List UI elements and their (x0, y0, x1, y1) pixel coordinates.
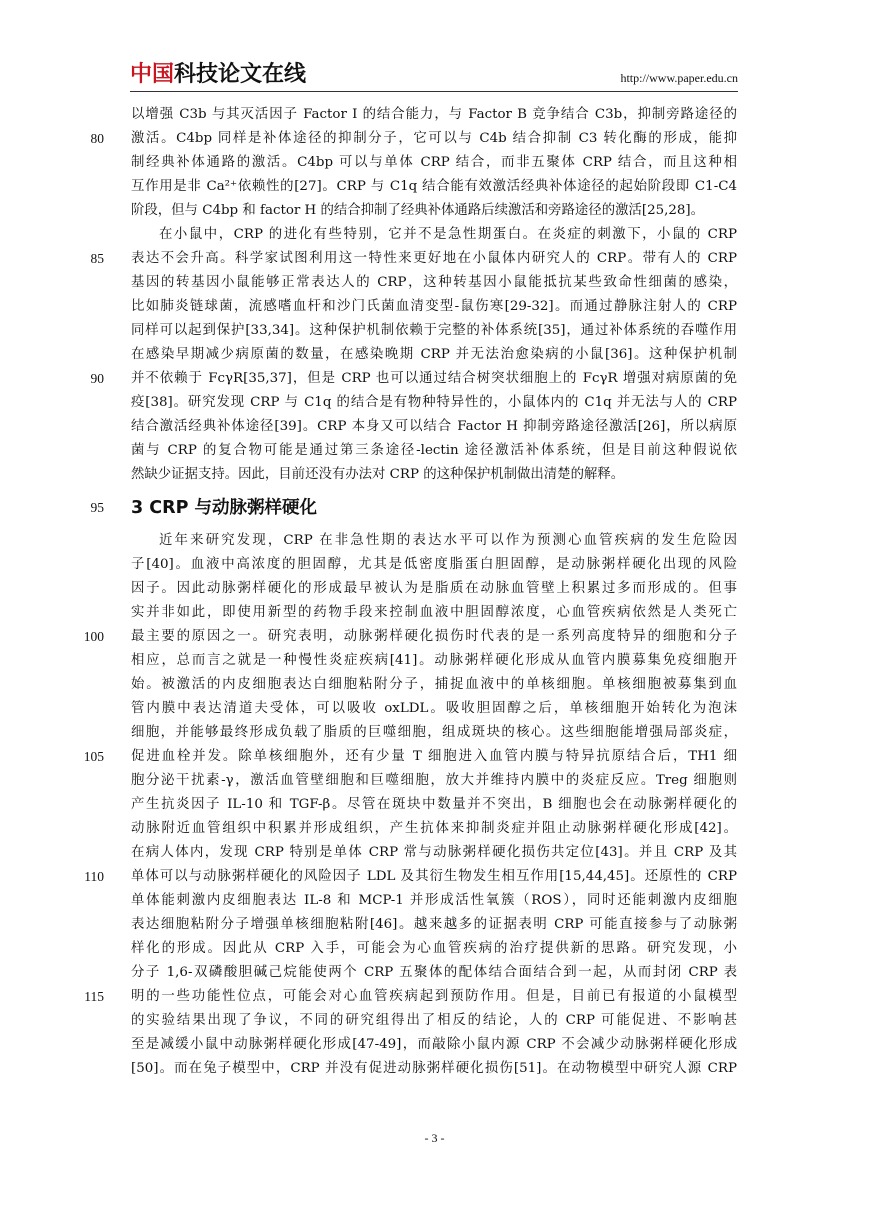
text-line (0, 247, 869, 271)
text-line (0, 199, 869, 223)
text-line (0, 463, 869, 487)
text-line (0, 1033, 869, 1057)
text-line (0, 601, 869, 625)
line-text: 分子 1,6-双磷酸胆碱己烷能使两个 CRP 五聚体的配体结合面结合到一起，从而封闭 CRP 表 (131, 965, 737, 980)
line-text: 最主要的原因之一。研究表明，动脉粥样硬化损伤时代表的是一系列高度特异的细胞和分子 (131, 629, 737, 644)
line-text: 同样可以起到保护[33,34]。这种保护机制依赖于完整的补体系统[35]，通过补体系统的吞噬作用 (131, 323, 737, 338)
text-line (0, 175, 869, 199)
line-text: 促进血栓并发。除单核细胞外，还有少量 T 细胞进入血管内膜与特异抗原结合后，TH1 细 (131, 749, 737, 764)
text-line (0, 553, 869, 577)
text-line (0, 391, 869, 415)
header-url[interactable]: http://www.paper.edu.cn (620, 71, 738, 85)
line-text: 比如肺炎链球菌，流感嗜血杆和沙门氏菌血清变型-鼠伤寒[29-32]。而通过静脉注射人的 CRP (131, 299, 737, 314)
text-line (0, 745, 869, 769)
text-line (0, 937, 869, 961)
line-text: 近年来研究发现，CRP 在非急性期的表达水平可以作为预测心血管疾病的发生危险因 (159, 533, 737, 548)
text-line (0, 415, 869, 439)
text-line (0, 697, 869, 721)
line-number: 80 (90, 131, 104, 146)
line-text: 菌与 CRP 的复合物可能是通过第三条途径-lectin 途径激活补体系统，但是目前这种假说依 (131, 443, 737, 458)
line-text: 表达不会升高。科学家试图利用这一特性来更好地在小鼠体内研究人的 CRP。带有人的 CRP (131, 251, 737, 266)
line-text: 制经典补体通路的激活。C4bp 可以与单体 CRP 结合，而非五聚体 CRP 结合，而且这种相 (131, 155, 737, 170)
text-line (0, 529, 869, 553)
line-text: 结合激活经典补体途径[39]。CRP 本身又可以结合 Factor H 抑制旁路途径激活[26]，所以病原 (131, 419, 737, 434)
text-line (0, 841, 869, 865)
line-text: 单体能刺激内皮细胞表达 IL-8 和 MCP-1 并形成活性氧簇（ROS），同时还能刺激内皮细胞 (131, 893, 737, 908)
text-line (0, 913, 869, 937)
line-number: 105 (83, 749, 104, 764)
text-line (0, 769, 869, 793)
line-text: 胞分泌干扰素-γ，激活血管壁细胞和巨噬细胞，放大并维持内膜中的炎症反应。Treg 细胞则 (131, 773, 737, 788)
line-number: 115 (84, 989, 104, 1004)
text-line (0, 625, 869, 649)
text-line (0, 577, 869, 601)
line-text: 始。被激活的内皮细胞表达白细胞粘附分子，捕捉血液中的单核细胞。单核细胞被募集到血 (131, 677, 737, 692)
text-line (0, 985, 869, 1009)
article-body (0, 103, 869, 1081)
line-text: 管内膜中表达清道夫受体，可以吸收 oxLDL。吸收胆固醇之后，单核细胞开始转化为泡沫 (131, 701, 737, 716)
line-text: 互作用是非 Ca²⁺依赖性的[27]。CRP 与 C1q 结合能有效激活经典补体途径的起始阶段即 C1-C4 (131, 179, 737, 194)
text-line (0, 721, 869, 745)
text-line (0, 673, 869, 697)
line-text: 在感染早期减少病原菌的数量，在感染晚期 CRP 并无法治愈染病的小鼠[36]。这种保护机制 (131, 347, 737, 362)
text-line (0, 103, 869, 127)
line-text: 以增强 C3b 与其灭活因子 Factor I 的结合能力，与 Factor B 竞争结合 C3b，抑制旁路途径的 (131, 107, 737, 122)
section-heading (0, 487, 869, 529)
line-text: 产生抗炎因子 IL-10 和 TGF-β。尽管在斑块中数量并不突出，B 细胞也会在动脉粥样硬化的 (131, 797, 737, 812)
line-text: 并不依赖于 FcγR[35,37]，但是 CRP 也可以通过结合树突状细胞上的 FcγR 增强对病原菌的免 (131, 371, 737, 386)
text-line (0, 223, 869, 247)
line-text: 实并非如此，即使用新型的药物手段来控制血液中胆固醇浓度，心血管疾病依然是人类死亡 (131, 605, 737, 620)
line-number: 100 (83, 629, 104, 644)
text-line (0, 319, 869, 343)
text-line (0, 961, 869, 985)
text-line (0, 151, 869, 175)
text-line (0, 889, 869, 913)
text-line (0, 649, 869, 673)
header-rule (130, 91, 738, 92)
line-number: 95 (90, 500, 104, 515)
line-text: 疫[38]。研究发现 CRP 与 C1q 的结合是有物种特异性的，小鼠体内的 C1q 并无法与人的 CRP (131, 395, 737, 410)
line-text: 单体可以与动脉粥样硬化的风险因子 LDL 及其衍生物发生相互作用[15,44,45]。还原性的 CRP (131, 869, 737, 884)
line-number: 90 (90, 371, 104, 386)
text-line (0, 295, 869, 319)
line-text: 基因的转基因小鼠能够正常表达人的 CRP，这种转基因小鼠能抵抗某些致命性细菌的感染， (131, 275, 737, 290)
line-text: 因子。因此动脉粥样硬化的形成最早被认为是脂质在动脉血管壁上积累过多而形成的。但事 (131, 581, 737, 596)
text-line (0, 343, 869, 367)
line-text: 至是减缓小鼠中动脉粥样硬化形成[47-49]，而敲除小鼠内源 CRP 不会减少动脉粥样硬化形成 (131, 1037, 737, 1052)
line-number: 110 (84, 869, 104, 884)
line-text: 在病人体内，发现 CRP 特别是单体 CRP 常与动脉粥样硬化损伤共定位[43]。并且 CRP 及其 (131, 845, 737, 860)
line-text: 的实验结果出现了争议，不同的研究组得出了相反的结论，人的 CRP 可能促进、不影响甚 (131, 1013, 737, 1028)
text-line (0, 367, 869, 391)
line-text: 明的一些功能性位点，可能会对心血管疾病起到预防作用。但是，目前已有报道的小鼠模型 (131, 989, 737, 1004)
line-text: 样化的形成。因此从 CRP 入手，可能会为心血管疾病的治疗提供新的思路。研究发现，小 (131, 941, 737, 956)
line-number: 85 (90, 251, 104, 266)
line-text: 相应，总而言之就是一种慢性炎症疾病[41]。动脉粥样硬化形成从血管内膜募集免疫细胞开 (131, 653, 737, 668)
line-text: 在小鼠中，CRP 的进化有些特别，它并不是急性期蛋白。在炎症的刺激下，小鼠的 CRP (159, 227, 737, 242)
text-line (0, 1057, 869, 1081)
line-text: 动脉附近血管组织中积累并形成组织，产生抗体来抑制炎症并阻止动脉粥样硬化形成[42]。 (131, 821, 737, 836)
text-line (0, 127, 869, 151)
journal-logo (130, 62, 306, 88)
text-line (0, 439, 869, 463)
page-header (130, 62, 738, 92)
text-line (0, 1009, 869, 1033)
text-line (0, 793, 869, 817)
text-line (0, 865, 869, 889)
line-text: 阶段，但与 C4bp 和 factor H 的结合抑制了经典补体通路后续激活和旁路途径的激活[25,28]。 (131, 203, 705, 218)
section-title: 3 CRP 与动脉粥样硬化 (131, 498, 318, 518)
logo-part-red: 中国 (130, 62, 175, 87)
page-number: - 3 - (424, 1131, 445, 1145)
line-text: [50]。而在兔子模型中，CRP 并没有促进动脉粥样硬化损伤[51]。在动物模型中研究人源 CRP (131, 1061, 737, 1076)
text-line (0, 271, 869, 295)
logo-part-black: 科技论文在线 (174, 62, 307, 87)
line-text: 表达细胞粘附分子增强单核细胞粘附[46]。越来越多的证据表明 CRP 可能直接参与了动脉粥 (131, 917, 737, 932)
line-text: 然缺少证据支持。因此，目前还没有办法对 CRP 的这种保护机制做出清楚的解释。 (131, 467, 625, 482)
line-text: 激活。C4bp 同样是补体途径的抑制分子，它可以与 C4b 结合抑制 C3 转化酶的形成，能抑 (131, 131, 737, 146)
line-text: 细胞，并能够最终形成负载了脂质的巨噬细胞，组成斑块的核心。这些细胞能增强局部炎症， (131, 725, 737, 740)
line-text: 子[40]。血液中高浓度的胆固醇，尤其是低密度脂蛋白胆固醇，是动脉粥样硬化出现的风险 (131, 557, 737, 572)
text-line (0, 817, 869, 841)
